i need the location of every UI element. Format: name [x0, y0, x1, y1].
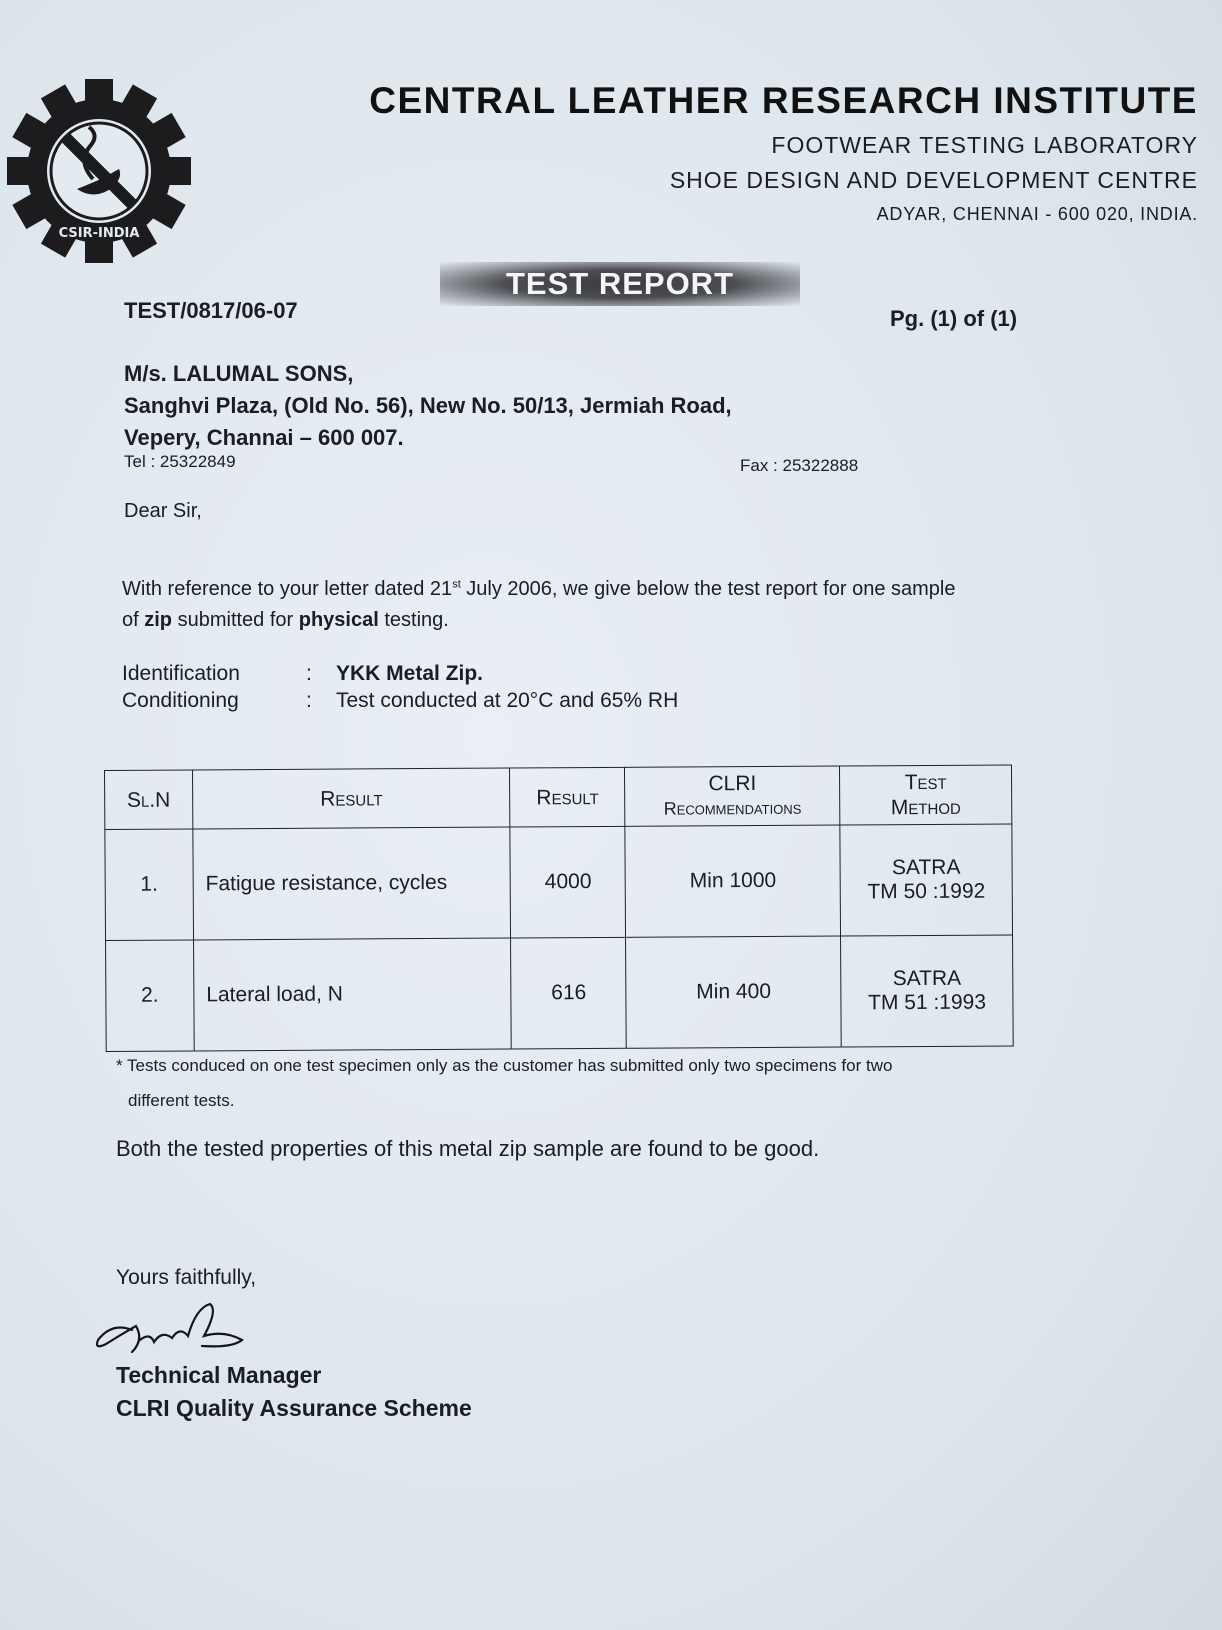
addressee-name: M/s. LALUMAL SONS, — [124, 361, 354, 386]
institute-address: ADYAR, CHENNAI - 600 020, INDIA. — [876, 204, 1198, 224]
logo-text: CSIR-INDIA — [58, 226, 140, 241]
intro-line-2: of zip submitted for physical testing. — [122, 609, 449, 631]
row-result: 616 — [511, 937, 627, 1049]
header-clri: CLRI Recommendations — [625, 766, 840, 826]
header-result: Result — [510, 767, 625, 827]
intro-line-1: With reference to your letter dated 21st July 2006, we give below the test report for one sample — [122, 578, 956, 600]
identification-colon: : — [306, 662, 312, 685]
row-param: Fatigue resistance, cycles — [193, 827, 511, 940]
conditioning-colon: : — [306, 689, 312, 712]
addressee-street: Sanghvi Plaza, (Old No. 56), New No. 50/13, Jermiah Road, — [124, 393, 732, 418]
conditioning-label: Conditioning — [122, 689, 239, 712]
row-method: SATRA TM 51 :1993 — [841, 935, 1013, 1047]
fax: Fax : 25322888 — [740, 456, 859, 475]
row-param: Lateral load, N — [193, 938, 511, 1051]
lab-name: FOOTWEAR TESTING LABORATORY — [771, 132, 1198, 158]
institute-name: CENTRAL LEATHER RESEARCH INSTITUTE — [369, 80, 1198, 121]
addressee-city: Vepery, Channai – 600 007. — [124, 425, 404, 450]
results-table — [104, 764, 1014, 1052]
row-sl: 2. — [106, 940, 195, 1052]
signatory-organization: CLRI Quality Assurance Scheme — [116, 1395, 472, 1421]
row-recommendation: Min 400 — [626, 936, 842, 1048]
banner-text: TEST REPORT — [505, 266, 734, 301]
signatory-title: Technical Manager — [116, 1362, 322, 1388]
header-method: Test Method — [840, 765, 1012, 825]
test-report-banner — [440, 262, 800, 306]
conclusion: Both the tested properties of this metal zip sample are found to be good. — [116, 1136, 820, 1161]
row-result: 4000 — [510, 826, 626, 938]
table-row — [105, 824, 1013, 941]
row-sl: 1. — [105, 829, 194, 941]
footnote-line-2: different tests. — [128, 1091, 235, 1110]
centre-name: SHOE DESIGN AND DEVELOPMENT CENTRE — [669, 167, 1198, 193]
identification-label: Identification — [122, 662, 240, 685]
header-sl: Sl.N — [105, 770, 193, 830]
header-result-param: Result — [192, 768, 510, 829]
page-number: Pg. (1) of (1) — [890, 306, 1018, 331]
salutation: Dear Sir, — [124, 500, 202, 522]
footnote-line-1: * Tests conduced on one test specimen only as the customer has submitted only two specimens for two — [116, 1056, 893, 1075]
table-header-row — [105, 765, 1012, 830]
csir-logo-icon — [6, 78, 192, 264]
closing: Yours faithfully, — [116, 1266, 257, 1289]
report-reference: TEST/0817/06-07 — [124, 298, 298, 323]
conditioning-value: Test conducted at 20°C and 65% RH — [336, 689, 679, 712]
row-recommendation: Min 1000 — [625, 825, 841, 937]
table-row — [106, 935, 1014, 1052]
identification-value: YKK Metal Zip. — [336, 662, 484, 685]
telephone: Tel : 25322849 — [124, 452, 236, 471]
row-method: SATRA TM 50 :1992 — [840, 824, 1012, 936]
